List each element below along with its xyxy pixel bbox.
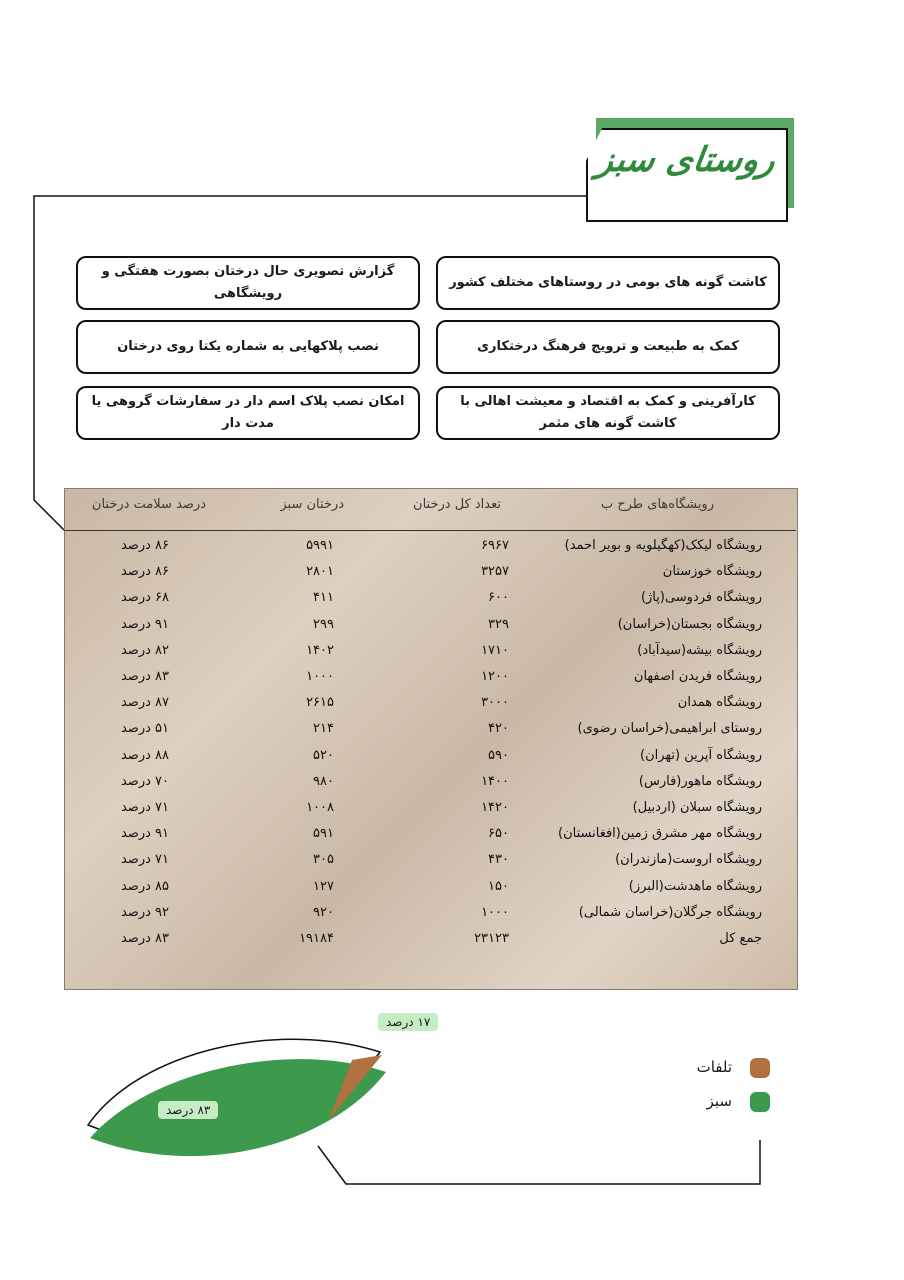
header-divider (64, 530, 796, 531)
table-row-health-cell: ۶۸ درصد (120, 590, 169, 606)
table-row-site-cell: رویشگاه جرگلان(خراسان شمالی) (578, 904, 762, 920)
table-row-health-cell: ۸۷ درصد (120, 695, 169, 711)
table-row-total-cell: ۱۰۰۰ (481, 904, 509, 920)
brand-title: روستای سبز (594, 140, 778, 180)
table-row-green-cell: ۳۰۵ (313, 852, 334, 868)
table-row-site-cell: رویشگاه مهر مشرق زمین(افغانستان) (558, 826, 762, 842)
feature-box-weekly-report: گزارش تصویری حال درختان بصورت هفتگی و رویشگاهی (76, 256, 420, 310)
legend-loss-swatch (750, 1058, 770, 1078)
table-row-total-cell: ۶۹۶۷ (481, 538, 509, 553)
table-row-total-cell: ۴۳۰ (488, 852, 509, 868)
table-row-green-cell: ۵۹۹۱ (306, 538, 334, 553)
table-row-green-cell: ۹۲۰ (313, 904, 334, 920)
header-total: تعداد کل درختان (413, 497, 501, 512)
green-percent-label: ۸۳ درصد (158, 1101, 218, 1119)
table-row-total-cell: ۳۰۰۰ (481, 695, 509, 711)
feature-box-entrepreneurship: کارآفرینی و کمک به اقتصاد و معیشت اهالی با کاشت گونه های مثمر (436, 386, 780, 440)
header-site: رویشگاه‌های طرح ب (600, 497, 714, 512)
table-row-total-cell: ۶۵۰ (488, 826, 509, 842)
table-row-site-cell: رویشگاه سبلان (اردبیل) (632, 800, 762, 815)
table-row-health-cell: ۸۶ درصد (120, 564, 169, 580)
table-row-site-cell: رویشگاه خوزستان (662, 564, 762, 580)
table-row-total-cell: ۳۲۵۷ (481, 564, 509, 580)
loss-percent-label: ۱۷ درصد (378, 1013, 438, 1031)
table-row-green-cell: ۲۹۹ (313, 616, 334, 632)
table-row-green-cell: ۹۸۰ (313, 773, 334, 789)
table-row-green-cell: ۴۱۱ (313, 590, 334, 606)
table-row-health-cell: ۹۱ درصد (120, 826, 169, 842)
table-row-total-cell: ۱۴۰۰ (481, 773, 509, 789)
table-row-site-cell: روستای ابراهیمی(خراسان رضوی) (577, 721, 762, 737)
table-row-site-cell: جمع کل (719, 931, 762, 946)
feature-box-nature-help: کمک به طبیعت و ترویج فرهنگ درختکاری (436, 320, 780, 374)
feature-box-unique-plates: نصب پلاکهایی به شماره یکتا روی درختان (76, 320, 420, 374)
table-row-green-cell: ۱۰۰۰ (306, 669, 334, 684)
table-row-site-cell: رویشگاه بیشه(سیدآباد) (637, 642, 762, 658)
feature-box-native-species: کاشت گونه های بومی در روستاهای مختلف کشور (436, 256, 780, 310)
table-row-health-cell: ۹۱ درصد (120, 616, 169, 632)
table-row-green-cell: ۱۹۱۸۴ (299, 931, 334, 946)
table-row-health-cell: ۹۲ درصد (120, 904, 169, 920)
table-row-green-cell: ۵۹۱ (313, 826, 334, 842)
table-row-total-cell: ۲۳۱۲۳ (474, 931, 509, 946)
table-row-total-cell: ۵۹۰ (488, 747, 509, 763)
table-row-green-cell: ۱۴۰۲ (306, 642, 334, 658)
table-row-total-cell: ۴۲۰ (488, 721, 509, 737)
table-row-green-cell: ۵۲۰ (313, 747, 334, 763)
table-row-total-cell: ۱۷۱۰ (481, 642, 509, 658)
table-row-site-cell: رویشگاه اروست(مازندران) (615, 852, 762, 868)
table-row-health-cell: ۸۲ درصد (120, 642, 169, 658)
table-row-site-cell: رویشگاه فردوسی(پاژ) (640, 590, 762, 606)
legend-green-label: سبز (706, 1092, 732, 1110)
table-row-site-cell: رویشگاه همدان (677, 695, 762, 711)
table-row-green-cell: ۲۱۴ (313, 721, 334, 737)
table-row-green-cell: ۲۶۱۵ (306, 695, 334, 711)
table-row-green-cell: ۱۰۰۸ (306, 800, 334, 815)
table-row-site-cell: رویشگاه لیکک(کهگیلویه و بویر احمد) (564, 538, 762, 553)
table-row-total-cell: ۱۲۰۰ (481, 669, 509, 684)
legend-green-swatch (750, 1092, 770, 1112)
table-row-health-cell: ۵۱ درصد (120, 721, 169, 737)
table-row-health-cell: ۸۵ درصد (120, 878, 169, 894)
table-row-site-cell: رویشگاه فریدن اصفهان (633, 669, 762, 684)
table-row-site-cell: رویشگاه آپرین (تهران) (640, 747, 762, 763)
table-row-health-cell: ۸۳ درصد (120, 931, 169, 946)
table-row-total-cell: ۶۰۰ (488, 590, 509, 606)
table-row-site-cell: رویشگاه بجستان(خراسان) (617, 616, 762, 632)
table-row-health-cell: ۸۸ درصد (120, 747, 169, 763)
table-row-green-cell: ۲۸۰۱ (306, 564, 334, 580)
table-row-health-cell: ۷۱ درصد (120, 852, 169, 868)
table-row-site-cell: رویشگاه ماهور(فارس) (638, 773, 762, 789)
table-row-total-cell: ۱۵۰ (488, 878, 509, 894)
feature-box-named-plates: امکان نصب پلاک اسم دار در سفارشات گروهی یا مدت دار (76, 386, 420, 440)
table-row-green-cell: ۱۲۷ (313, 878, 334, 894)
table-row-site-cell: رویشگاه ماهدشت(البرز) (628, 878, 762, 894)
table-row-total-cell: ۳۲۹ (488, 616, 509, 632)
table-row-health-cell: ۷۱ درصد (120, 800, 169, 815)
legend-loss-label: تلفات (696, 1058, 732, 1076)
table-row-health-cell: ۷۰ درصد (120, 773, 169, 789)
table-row-health-cell: ۸۳ درصد (120, 669, 169, 684)
header-health: درصد سلامت درختان (91, 497, 206, 512)
leaf-chart (80, 1010, 400, 1180)
table-row-health-cell: ۸۶ درصد (120, 538, 169, 553)
leaf-green-fill (90, 1059, 386, 1156)
table-row-total-cell: ۱۴۲۰ (481, 800, 509, 815)
header-green: درختان سبز (280, 497, 344, 512)
